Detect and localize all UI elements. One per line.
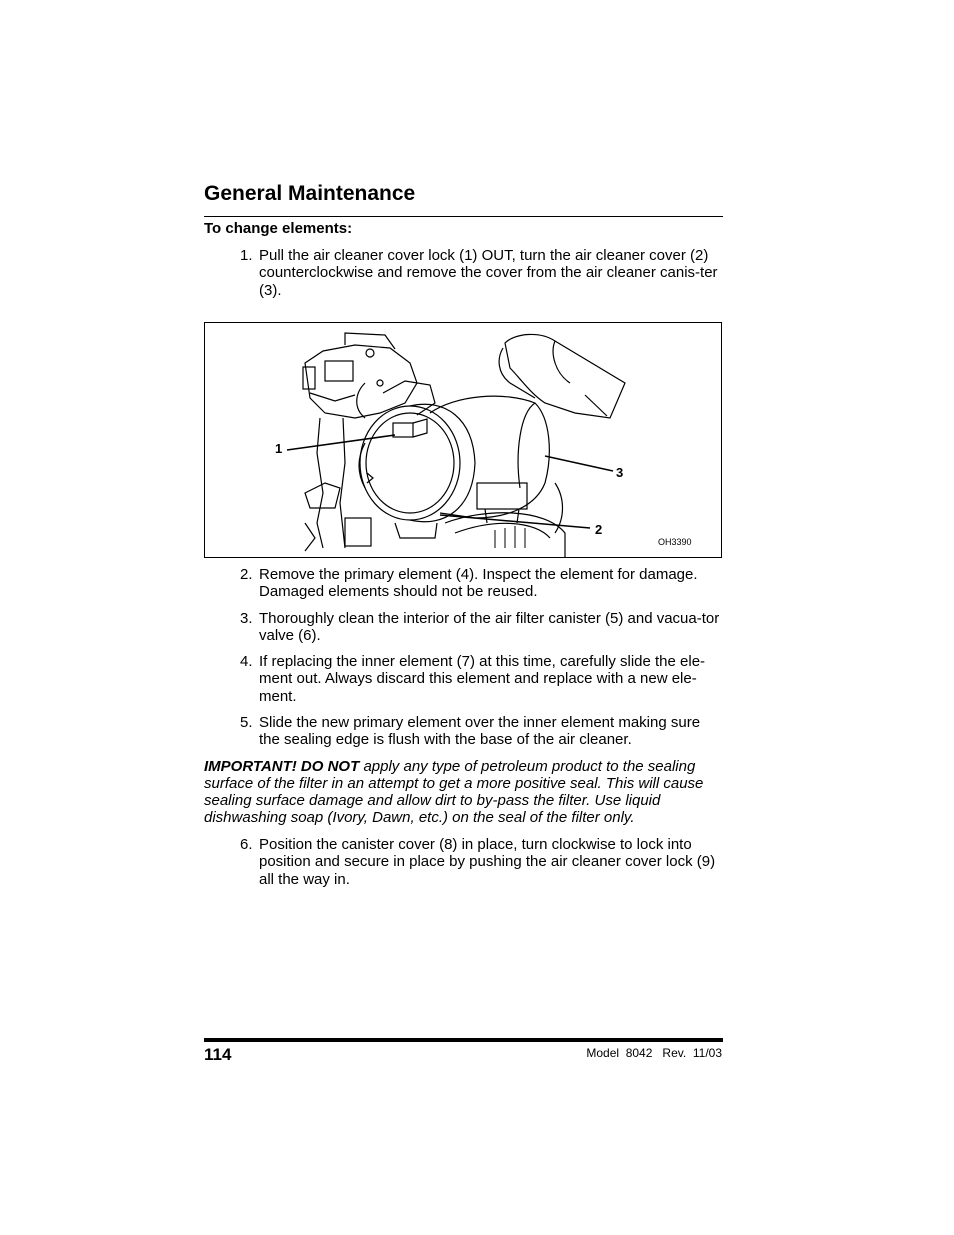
callout-3: 3 [616, 465, 624, 480]
title-divider [204, 216, 723, 217]
step-text: Remove the primary element (4). Inspect the element for damage. Damaged elements should not be reused. [259, 566, 698, 601]
model-revision: Model 8042 Rev. 11/03 [586, 1046, 722, 1060]
important-note [204, 758, 724, 826]
step-number: 3. [240, 610, 253, 627]
step-text: Position the canister cover (8) in place, turn clockwise to lock into position and secure in place by pushing the air cleaner cover lock (9) all the way in. [259, 836, 716, 888]
figure-code: OH3390 [658, 537, 692, 547]
page-number: 114 [204, 1045, 232, 1064]
step-text: Slide the new primary element over the inner element making sure the sealing edge is flush with the base of the air cleaner. [259, 714, 701, 749]
step-number: 2. [240, 566, 253, 583]
callout-2: 2 [595, 522, 603, 537]
section-subheading: To change elements: [204, 220, 353, 237]
step-number: 6. [240, 836, 253, 853]
air-cleaner-figure [204, 322, 722, 558]
step-text: Pull the air cleaner cover lock (1) OUT, turn the air cleaner cover (2) counterclockwise and remove the cover from the air cleaner canis-ter (3). [259, 247, 718, 299]
step-number: 1. [240, 247, 253, 264]
important-text: apply any type of petroleum product to the sealing surface of the filter in an attempt to get a more positive seal. This will cause sealing surface damage and allow dirt to by-pass the filter. Use liquid dishwashing soap (Ivory, Dawn, etc.) on the seal of the filter only. [204, 758, 704, 826]
step-text: If replacing the inner element (7) at this time, carefully slide the ele-ment out. Always discard this element and replace with a new ele-ment. [259, 653, 706, 705]
step-text: Thoroughly clean the interior of the air filter canister (5) and vacua-tor valve (6). [259, 610, 720, 645]
callout-1: 1 [275, 441, 283, 456]
page-title: General Maintenance [204, 182, 416, 205]
footer-divider [204, 1038, 723, 1042]
important-lead: IMPORTANT! DO NOT [204, 758, 360, 775]
air-cleaner-illustration [205, 323, 721, 557]
step-number: 5. [240, 714, 253, 731]
step-number: 4. [240, 653, 253, 670]
